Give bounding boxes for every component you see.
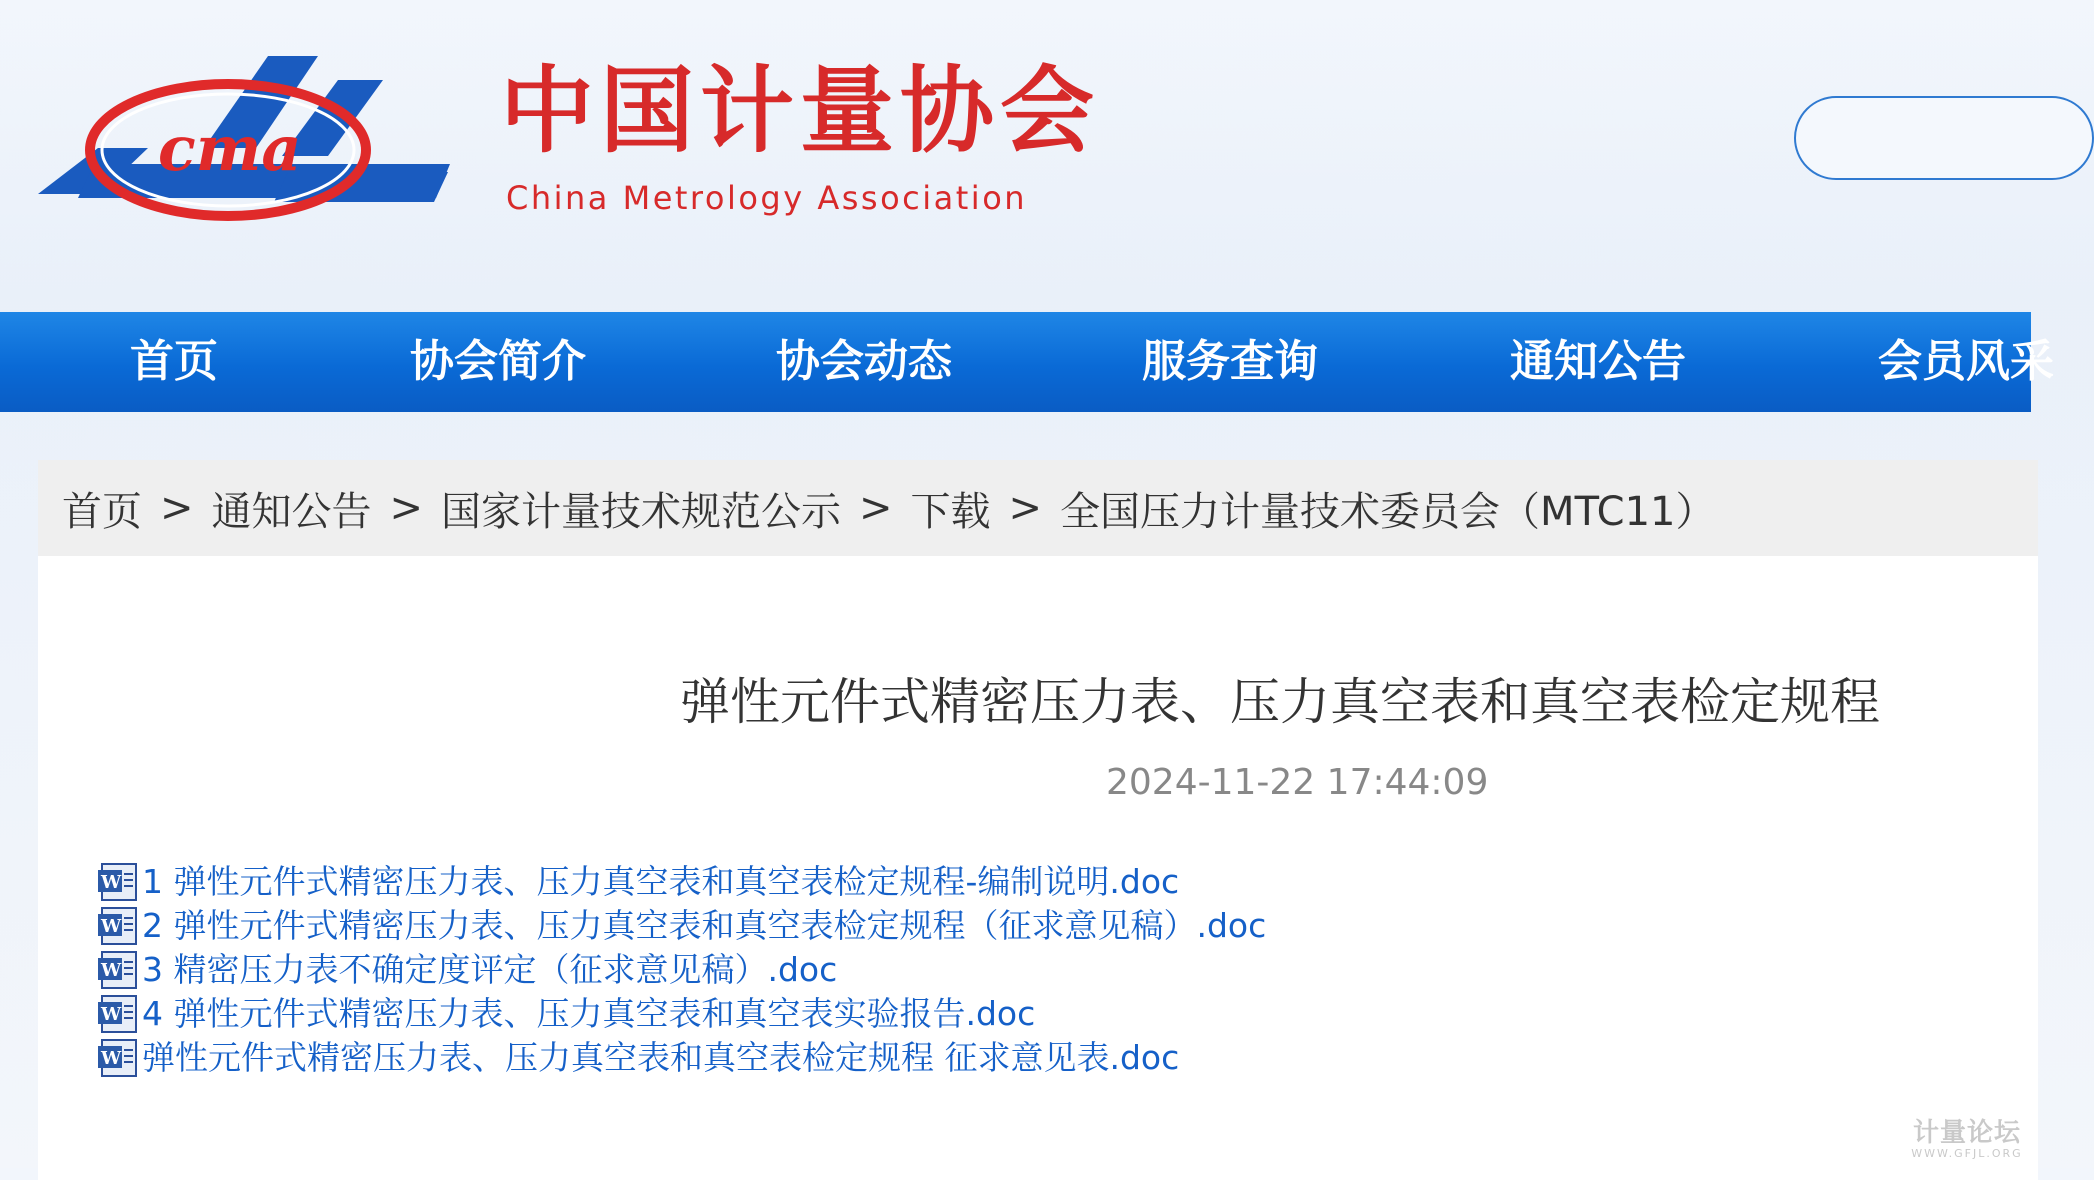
article-title: 弹性元件式精密压力表、压力真空表和真空表检定规程: [680, 673, 1880, 731]
nav-item-home[interactable]: 首页: [130, 336, 218, 387]
breadcrumb-item-notices[interactable]: 通知公告: [211, 488, 372, 535]
svg-text:W: W: [101, 872, 122, 893]
word-doc-icon: [96, 906, 140, 946]
search-input[interactable]: [1794, 96, 2094, 180]
main-nav: [0, 312, 2054, 412]
word-doc-icon: [96, 950, 140, 990]
site-header: [0, 0, 2031, 312]
attachment-item[interactable]: [96, 948, 1496, 992]
attachment-link[interactable]: 4 弹性元件式精密压力表、压力真空表和真空表实验报告.doc: [142, 994, 1036, 1033]
attachment-link[interactable]: 3 精密压力表不确定度评定（征求意见稿）.doc: [142, 950, 838, 989]
breadcrumb-separator: >: [389, 485, 424, 531]
nav-item-services[interactable]: 服务查询: [1142, 336, 1318, 387]
svg-text:W: W: [101, 916, 122, 937]
breadcrumb: [38, 460, 2038, 556]
org-name-en: China Metrology Association: [506, 179, 1028, 217]
attachment-item[interactable]: [96, 904, 1496, 948]
breadcrumb-item-download[interactable]: 下载: [910, 488, 991, 535]
attachment-item[interactable]: [96, 1036, 1496, 1080]
attachment-item[interactable]: [96, 860, 1496, 904]
org-name-cn[interactable]: 中国计量协会: [500, 57, 1101, 166]
svg-text:W: W: [101, 1004, 122, 1025]
word-doc-icon: [96, 994, 140, 1034]
svg-text:W: W: [101, 1048, 122, 1069]
breadcrumb-separator: >: [160, 485, 194, 531]
attachment-item[interactable]: [96, 992, 1496, 1036]
article-date: 2024-11-22 17:44:09: [1106, 762, 1489, 803]
nav-item-members[interactable]: 会员风采: [1878, 336, 2054, 387]
watermark-text-cn: 计量论坛: [1912, 1118, 2021, 1148]
nav-item-notices[interactable]: 通知公告: [1510, 336, 1686, 387]
attachment-link[interactable]: 2 弹性元件式精密压力表、压力真空表和真空表检定规程（征求意见稿）.doc: [142, 906, 1267, 945]
word-doc-icon: [96, 862, 140, 902]
svg-text:W: W: [101, 960, 122, 981]
breadcrumb-separator: >: [859, 485, 893, 531]
logo-lettering: cma: [158, 112, 302, 185]
nav-item-about[interactable]: 协会简介: [410, 336, 586, 387]
breadcrumb-item-committee[interactable]: 全国压力计量技术委员会（MTC11）: [1060, 488, 1716, 535]
attachment-link[interactable]: 弹性元件式精密压力表、压力真空表和真空表检定规程 征求意见表.doc: [142, 1038, 1180, 1077]
forum-watermark: [1908, 1118, 2026, 1162]
breadcrumb-item-home[interactable]: 首页: [62, 488, 142, 535]
attachment-link[interactable]: 1 弹性元件式精密压力表、压力真空表和真空表检定规程-编制说明.doc: [142, 862, 1180, 901]
cma-logo[interactable]: [38, 52, 448, 232]
watermark-text-en: WWW.GFJL.ORG: [1911, 1147, 2023, 1160]
breadcrumb-item-spec-publicity[interactable]: 国家计量技术规范公示: [441, 488, 842, 535]
nav-item-news[interactable]: 协会动态: [776, 336, 952, 387]
breadcrumb-separator: >: [1008, 485, 1043, 531]
attachment-list: [96, 860, 1496, 1080]
word-doc-icon: [96, 1038, 140, 1078]
